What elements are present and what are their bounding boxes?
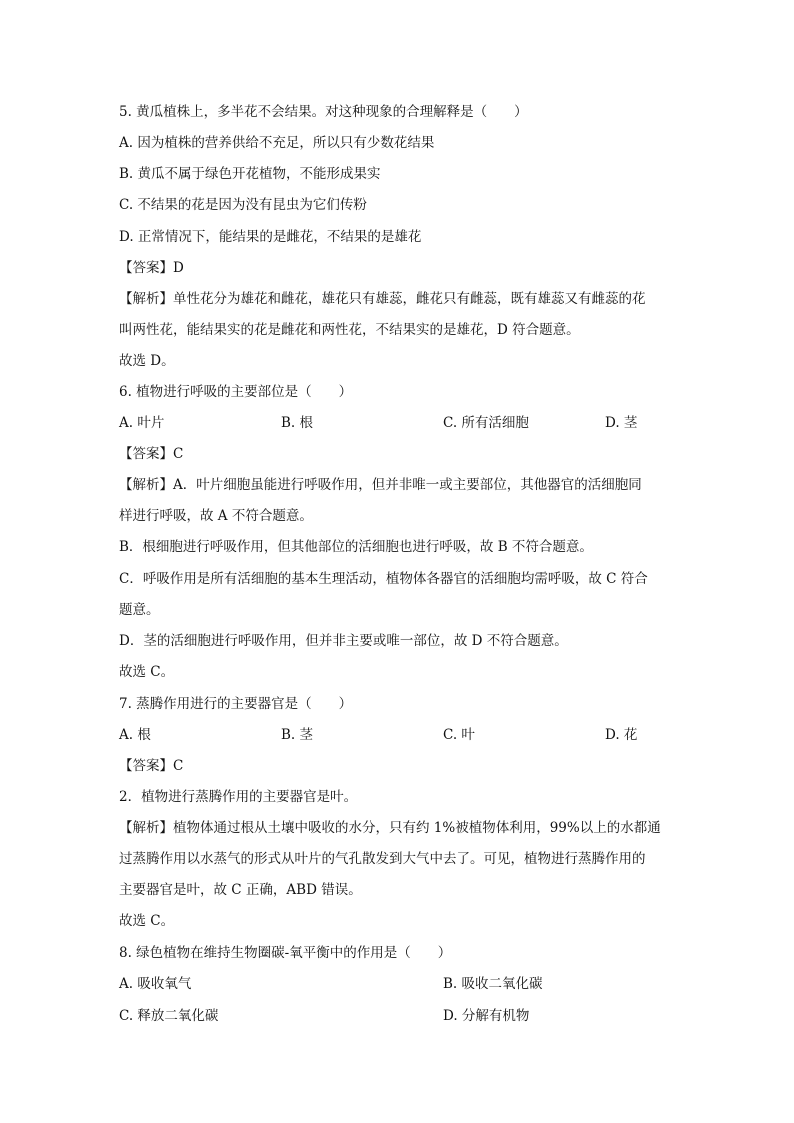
- question-6-option-b: B. 根: [281, 415, 314, 431]
- question-7-key-point: 2．植物进行蒸腾作用的主要器官是叶。: [119, 789, 358, 805]
- question-7-option-c: C. 叶: [443, 727, 475, 743]
- question-7-stem: 7. 蒸腾作用进行的主要器官是（ ）: [119, 696, 353, 712]
- question-7-conclusion: 故选 C。: [119, 913, 175, 929]
- question-5-analysis-line-1: 【解析】单性花分为雄花和雌花，雄花只有雄蕊，雌花只有雌蕊，既有雄蕊又有雌蕊的花: [119, 291, 646, 307]
- question-6-stem: 6. 植物进行呼吸的主要部位是（ ）: [119, 384, 353, 400]
- question-5-conclusion: 故选 D。: [119, 353, 175, 369]
- question-7-analysis-line-3: 主要器官是叶，故 C 正确，ABD 错误。: [119, 882, 362, 898]
- question-6-option-a: A. 叶片: [119, 415, 165, 431]
- question-5-option-d: D. 正常情况下，能结果的是雌花，不结果的是雄花: [119, 229, 422, 245]
- question-6-analysis-line-5: 题意。: [119, 602, 160, 618]
- question-6-analysis-line-1: 【解析】A．叶片细胞虽能进行呼吸作用，但并非唯一或主要部位，其他器官的活细胞同: [119, 477, 642, 493]
- question-8-option-c: C. 释放二氧化碳: [119, 1008, 219, 1024]
- question-7-analysis-line-1: 【解析】植物体通过根从土壤中吸收的水分，只有约 1%被植物体利用，99%以上的水都通: [119, 820, 661, 836]
- question-8-option-b: B. 吸收二氧化碳: [443, 976, 543, 992]
- question-8-stem: 8. 绿色植物在维持生物圈碳-氧平衡中的作用是（ ）: [119, 945, 452, 961]
- question-5-option-b: B. 黄瓜不属于绿色开花植物，不能形成果实: [119, 166, 381, 182]
- question-6-answer: 【答案】C: [119, 446, 184, 462]
- question-6-analysis-line-6: D．茎的活细胞进行呼吸作用，但并非主要或唯一部位，故 D 不符合题意。: [119, 633, 568, 649]
- question-5-option-a: A. 因为植株的营养供给不充足，所以只有少数花结果: [119, 135, 435, 151]
- question-5-analysis-line-2: 叫两性花，能结果实的花是雌花和两性花，不结果实的是雄花，D 符合题意。: [119, 322, 580, 338]
- question-6-analysis-line-2: 样进行呼吸，故 A 不符合题意。: [119, 508, 313, 524]
- question-6-analysis-line-3: B．根细胞进行呼吸作用，但其他部位的活细胞也进行呼吸，故 B 不符合题意。: [119, 539, 593, 555]
- question-8-option-d: D. 分解有机物: [443, 1008, 530, 1024]
- question-7-answer: 【答案】C: [119, 758, 184, 774]
- question-5-option-c: C. 不结果的花是因为没有昆虫为它们传粉: [119, 197, 367, 213]
- question-6-conclusion: 故选 C。: [119, 664, 175, 680]
- question-5-answer: 【答案】D: [119, 260, 184, 276]
- question-7-option-d: D. 花: [605, 727, 638, 743]
- question-7-option-a: A. 根: [119, 727, 151, 743]
- question-8-option-a: A. 吸收氧气: [119, 976, 192, 992]
- question-6-analysis-line-4: C．呼吸作用是所有活细胞的基本生理活动，植物体各器官的活细胞均需呼吸，故 C 符合: [119, 571, 648, 587]
- question-6-option-c: C. 所有活细胞: [443, 415, 529, 431]
- question-7-option-b: B. 茎: [281, 727, 314, 743]
- question-6-option-d: D. 茎: [605, 415, 638, 431]
- question-5-stem: 5. 黄瓜植株上，多半花不会结果。对这种现象的合理解释是（ ）: [119, 104, 528, 120]
- question-7-analysis-line-2: 过蒸腾作用以水蒸气的形式从叶片的气孔散发到大气中去了。可见，植物进行蒸腾作用的: [119, 851, 646, 867]
